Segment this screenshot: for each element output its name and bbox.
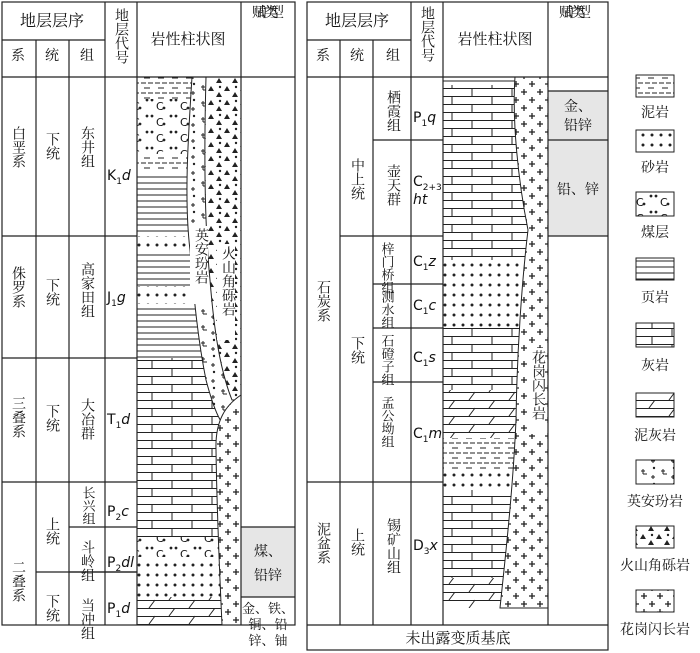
left-series-5: 下统 <box>44 594 60 622</box>
legend-swatch-coal <box>636 192 674 216</box>
legend-item-coal <box>636 192 674 241</box>
left-header-formation: 组 <box>80 48 94 64</box>
legend-label-shale: 页岩 <box>641 290 669 306</box>
left-ore-coal-1: 煤、 <box>254 544 282 560</box>
right-lithology-column <box>443 77 548 608</box>
right-code-3: $C_1z$ <box>413 254 436 273</box>
right-header-formation: 组 <box>386 48 400 64</box>
right-code-labels <box>413 110 442 557</box>
left-header-ore: 赋矿类型 <box>252 5 284 21</box>
legend-swatch-dacite <box>636 460 674 484</box>
right-header-column: 岩性柱状图 <box>457 30 533 48</box>
legend-item-marl <box>634 393 676 444</box>
left-strata-table <box>2 2 295 649</box>
left-formation-changxing: 长兴组 <box>79 486 95 525</box>
right-code-7: $D_3x$ <box>413 538 438 557</box>
right-code-4: $C_1c$ <box>413 298 437 317</box>
left-series-4: 上统 <box>44 517 60 545</box>
legend-label-coal: 煤层 <box>641 225 669 241</box>
legend-label-dacite: 英安玢岩 <box>627 494 683 510</box>
right-granodiorite-label: 花岗闪长岩 <box>530 350 546 420</box>
legend-swatch-limestone <box>636 323 674 347</box>
left-system-triassic: 三叠系 <box>10 396 26 438</box>
left-header-column: 岩性柱状图 <box>150 30 226 48</box>
left-series-1: 下统 <box>44 132 60 160</box>
left-code-6: $P_1d$ <box>107 601 131 620</box>
right-basement-label: 未出露变质基底 <box>405 629 511 647</box>
legend-item-sandstone <box>636 130 674 176</box>
right-formation-zimenqiao: 梓门桥组 <box>378 242 394 294</box>
right-ore-gold-1: 金、 <box>564 99 592 115</box>
legend-swatch-sandstone <box>636 130 674 152</box>
left-code-2: $J_1g$ <box>107 290 126 309</box>
left-system-cretaceous: 白垩系 <box>10 126 26 168</box>
left-system-jurassic: 侏罗系 <box>10 266 26 308</box>
right-series-middle-upper: 中上统 <box>349 158 365 200</box>
left-formation-dongjing: 东井组 <box>79 126 95 168</box>
right-formation-hutian: 壶天群 <box>385 164 401 206</box>
left-header-series: 统 <box>45 48 59 64</box>
left-breccia-label: 火山角砾岩 <box>220 246 236 316</box>
right-formation-menggongao: 孟公坳组 <box>378 396 394 448</box>
right-code-2-tail: ht <box>413 192 428 208</box>
right-series-lower: 下统 <box>349 336 365 364</box>
right-code-6: $C_1m$ <box>413 426 443 445</box>
legend-item-limestone <box>636 323 674 374</box>
legend-item-mudstone <box>636 75 674 121</box>
left-formation-douling: 斗岭组 <box>79 540 95 582</box>
right-strata-table <box>307 2 608 650</box>
left-ore-coal-2: 铅锌 <box>254 568 282 584</box>
right-code-1: $P_1q$ <box>413 110 437 129</box>
left-header-system: 系 <box>11 48 25 64</box>
right-system-carboniferous: 石炭系 <box>315 280 331 322</box>
legend-swatch-shale <box>636 258 674 280</box>
legend <box>620 75 690 638</box>
right-code-5: $C_1s$ <box>413 350 436 369</box>
right-formation-shidengzi: 石磴子组 <box>378 334 394 386</box>
right-header-strata: 地层层序 <box>324 11 390 30</box>
left-header-strata: 地层层序 <box>19 11 85 30</box>
right-ore-gold-2: 铅锌 <box>564 118 592 134</box>
legend-item-breccia <box>620 526 690 574</box>
right-series-upper: 上统 <box>349 528 365 556</box>
left-system-permian: 二叠系 <box>10 560 26 602</box>
left-code-3: $T_1d$ <box>107 412 131 431</box>
left-lithology-column <box>137 77 241 625</box>
legend-item-shale <box>636 258 674 306</box>
left-ore-cell-coal <box>241 527 295 597</box>
legend-item-dacite <box>627 460 683 510</box>
right-formation-xikuangshan: 锡矿山组 <box>385 518 401 574</box>
legend-label-sandstone: 砂岩 <box>641 160 669 176</box>
legend-label-limestone: 灰岩 <box>641 358 669 374</box>
right-formation-qixia: 栖霞组 <box>385 90 401 132</box>
legend-swatch-marl <box>636 393 674 417</box>
left-code-5: $P_2dl$ <box>107 555 134 574</box>
left-formation-daye: 大冶群 <box>79 398 95 440</box>
right-formation-ceshui: 测水组 <box>378 290 394 329</box>
right-system-devonian: 泥盆系 <box>315 522 331 564</box>
left-code-1: $K_1d$ <box>107 168 131 187</box>
legend-label-breccia: 火山角砾岩 <box>620 558 690 574</box>
left-code-4: $P_2c$ <box>107 504 129 523</box>
right-header-system: 系 <box>316 48 330 64</box>
right-header-code: 地层代号 <box>419 6 435 62</box>
left-formation-gaojiatian: 高家田组 <box>79 262 95 318</box>
left-dacite-label: 英安玢岩 <box>193 228 209 284</box>
left-ore-gold-3: 锌、铀 <box>248 634 288 649</box>
right-code-2: $C_{2+3}$ <box>413 174 442 193</box>
left-ore-gold-2: 铜、铅 <box>248 618 288 633</box>
left-series-2: 下统 <box>44 278 60 306</box>
left-header-code: 地层代号 <box>113 8 129 64</box>
right-ore-lead: 铅、锌 <box>557 182 599 198</box>
legend-label-marl: 泥灰岩 <box>634 428 676 444</box>
legend-label-mudstone: 泥岩 <box>641 105 669 121</box>
left-series-3: 下统 <box>44 404 60 432</box>
left-formation-dangchong: 当冲组 <box>79 598 95 640</box>
right-header-series: 统 <box>350 48 364 64</box>
legend-swatch-breccia <box>636 526 674 548</box>
legend-swatch-mudstone <box>636 75 674 97</box>
legend-label-granodiorite: 花岗闪长岩 <box>620 622 690 638</box>
legend-swatch-granodiorite <box>636 590 674 612</box>
right-header-ore: 赋矿类型 <box>559 5 591 21</box>
left-ore-gold-1: 金、铁、 <box>241 602 295 617</box>
legend-item-granodiorite <box>620 590 690 638</box>
